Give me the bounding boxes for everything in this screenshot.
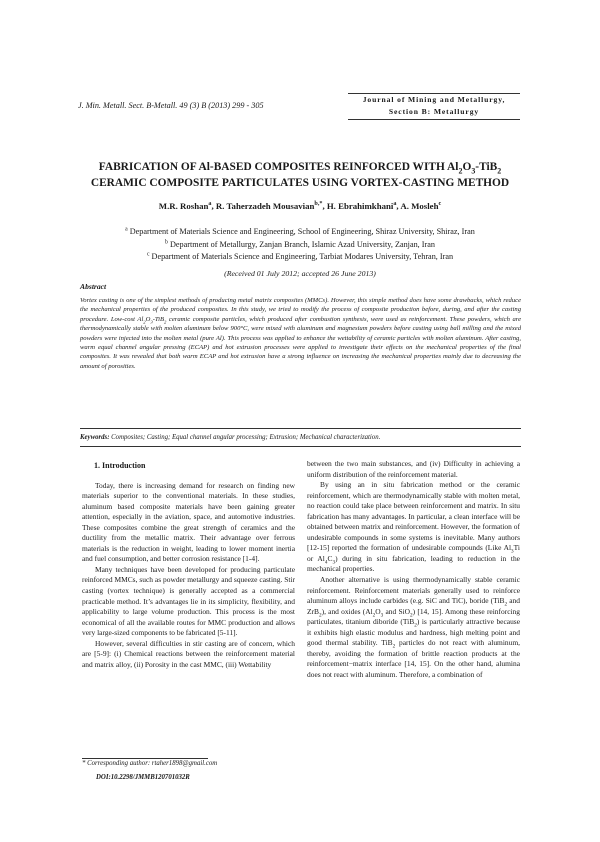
keywords-top-rule <box>80 428 521 429</box>
author-separator: , <box>211 201 216 211</box>
subscript: 2 <box>504 601 508 608</box>
abstract-subscript: 2 <box>164 319 167 325</box>
subscript: 2 <box>410 612 413 619</box>
subscript: 3 <box>511 548 514 555</box>
paragraph <box>307 575 520 680</box>
author-separator: , <box>322 201 327 211</box>
paragraph-text: ) [14, 15]. Among these reinforcing particulates, titanium diboride (TiB <box>307 606 520 627</box>
journal-box-bottom-rule <box>348 119 520 120</box>
paragraph: Today, there is increasing demand for research on finding new materials superior to the conventional materials. In these studies, aluminum based composite materials have been gaining greater attention, especially in the aviation, space, and automotive industries. These composites combine the great strength of ceramics and the ductility from the metallic matrix. Their advantage over ferrous materials is the reduction in weight, leading to lower moment inertia and fuel consumption, and better corrosion resistance [1-4]. <box>82 480 295 564</box>
affiliation-mark: b <box>165 238 168 245</box>
author-list <box>60 201 540 211</box>
subscript: 3 <box>380 612 384 619</box>
paragraph-text: ) during in situ fabrication, leading to reduction in the mechanical properties. <box>307 553 520 574</box>
affiliation-mark: c <box>146 251 150 258</box>
title-subscript: 2 <box>458 166 463 176</box>
body-column-right <box>307 459 520 680</box>
paragraph: However, several difficulties in stir casting are of concern, which are [5-9]: (i) Chemical reactions between the reinforcement material and matrix alloy, (ii) Porosity in the cast MMC, (iii) Wettability <box>82 638 295 669</box>
body-column-left <box>82 459 295 670</box>
abstract-heading: Abstract <box>80 282 107 291</box>
title-text: FABRICATION OF Al-BASED COMPOSITES REINFORCED WITH Al <box>98 161 459 173</box>
subscript: 2 <box>392 643 396 650</box>
author-affiliation-mark: c <box>438 201 442 208</box>
subscript: 2 <box>318 612 322 619</box>
affiliation <box>60 239 540 252</box>
section-heading-introduction: 1. Introduction <box>94 461 146 470</box>
author-name: M.R. Roshan <box>158 201 209 211</box>
paragraph-text: By using an in situ fabrication method or the ceramic reinforcement, which are thermodynamically stable with molten metal, no reaction could take place between reinforcement and matrix. In situ fabrication has many advantages. In particular, a clean interface will be obtained between matrix and reinforcement. However, the formation of undesirable compounds in some systems is inevitable. Many authors [12-15] reported the formation of undesirable compounds (Like Al <box>307 480 520 553</box>
author-separator: , <box>396 201 401 211</box>
affiliation-mark: a <box>125 226 128 233</box>
journal-name-box <box>346 93 522 120</box>
affiliation-text: Department of Materials Science and Engineering, Tarbiat Modares University, Tehran, Iran <box>149 252 454 261</box>
title-subscript: 2 <box>497 166 502 176</box>
subscript: 4 <box>324 559 328 566</box>
author-name: A. Mosleh <box>400 201 439 211</box>
subscript: 3 <box>332 559 336 566</box>
abstract-subscript: 3 <box>150 319 153 325</box>
affiliation-list <box>60 226 540 264</box>
keywords-text: Composites; Casting; Equal channel angular processing; Extrusion; Mechanical characterization. <box>109 434 381 441</box>
affiliation <box>60 226 540 239</box>
paragraph-text: C <box>327 553 333 563</box>
abstract-text: O <box>145 315 151 323</box>
abstract-text: -TiB <box>152 315 165 323</box>
corresponding-author-footnote: * Corresponding author: rtaher1898@gmail.com <box>82 760 218 767</box>
affiliation <box>60 251 540 264</box>
paragraph <box>307 480 520 575</box>
abstract-text: ceramic composite particles, which produced after combustion synthesis, were used as reinforcement. These powders, which are thermodynamically stable with molten aluminum below 900°C, were mixed with aluminum and magnesium powders before casting using ball milling and the mixed powders were injected into the molten metal (pure Al). This process was applied to enhance the wettability of ceramic particles with molten aluminum. After casting, warm equal channel angular pressing (ECAP) and hot extrusion processes were applied to investigate their effects on the mechanical properties of the final composites. It was revealed that both warm ECAP and hot extrusion have a strong influence on increasing the mechanical properties mainly due to decreasing the amount of porosities. <box>80 315 521 370</box>
author-name: R. Taherzadeh Mousavian <box>215 201 315 211</box>
title-text: -TiB <box>475 161 498 173</box>
journal-name-line2: Section B: Metallurgy <box>388 106 480 116</box>
journal-name-line1: Journal of Mining and Metallurgy, <box>362 95 506 104</box>
subscript: 2 <box>414 622 417 629</box>
paragraph-text: particles do not react with aluminum, thereby, avoiding the formation of brittle reaction products at the reinforcement−matrix interface [14, 15]. On the other hand, alumina does not react with aluminum. Therefore, a combination of <box>307 638 520 679</box>
received-dates: (Received 01 July 2012; accepted 26 June 2013) <box>224 269 376 278</box>
paragraph: between the two main substances, and (iv) Difficulty in achieving a uniform distribution of the reinforcement material. <box>307 459 520 479</box>
doi: DOI:10.2298/JMMB120701032R <box>96 774 190 781</box>
author-affiliation-mark: b,* <box>314 201 323 208</box>
abstract-body <box>80 296 521 371</box>
paragraph-text: ), and oxides (Al <box>321 606 373 616</box>
abstract-text: Vortex casting is one of the simplest methods of producing metal matrix composites (MMCs). However, this simple method does have some drawbacks, which reduce the mechanical properties of the produced composites. In this study, we tried to modify the process of composite production before, during, and after the casting procedure. Low-cost Al <box>80 297 521 323</box>
author-affiliation-mark: a <box>208 201 212 208</box>
journal-citation: J. Min. Metall. Sect. B-Metall. 49 (3) B (2013) 299 - 305 <box>78 101 264 110</box>
abstract-subscript: 2 <box>143 319 146 325</box>
footnote-rule <box>82 758 208 759</box>
keywords <box>80 434 521 441</box>
paragraph-text: Another alternative is using thermodynamically stable ceramic reinforcement. Reinforcement materials generally used to reinforce aluminum alloys include carbides (e.g. SiC and TiC), boride (TiB <box>307 575 520 606</box>
subscript: 2 <box>372 612 376 619</box>
title-subscript: 3 <box>471 166 476 176</box>
title-text: O <box>462 161 472 173</box>
paper-title <box>60 159 540 191</box>
keywords-bottom-rule <box>80 446 521 447</box>
keywords-label: Keywords: <box>80 434 110 441</box>
paragraph: Many techniques have been developed for producing particulate reinforced MMCs, such as powder metallurgy and squeeze casting. Stir casting (vortex technique) is generally accepted as a commercial practicable method. It’s advantages lie in its simplicity, flexibility, and applicability to large volume production. This process is the most economical of all the available routes for MMC production and allows very large-sized components to be fabricated [5-11]. <box>82 564 295 638</box>
affiliation-text: Department of Materials Science and Engineering, School of Engineering, Shiraz University, Shiraz, Iran <box>127 227 475 236</box>
author-name: H. Ebrahimkhani <box>326 201 394 211</box>
paragraph-text: O <box>375 606 381 616</box>
title-line2: CERAMIC COMPOSITE PARTICULATES USING VORTEX-CASTING METHOD <box>90 177 510 189</box>
paragraph-text: and SiO <box>383 606 411 616</box>
paragraph-text: Ti or Al <box>307 543 520 563</box>
paragraph-text: ) is particularly attractive because it exhibits high elastic modulus and hardness, high melting point and good thermal stability. TiB <box>307 617 520 648</box>
author-affiliation-mark: a <box>393 201 397 208</box>
paragraph-text: and ZrB <box>307 596 520 616</box>
affiliation-text: Department of Metallurgy, Zanjan Branch, Islamic Azad University, Zanjan, Iran <box>167 239 435 249</box>
